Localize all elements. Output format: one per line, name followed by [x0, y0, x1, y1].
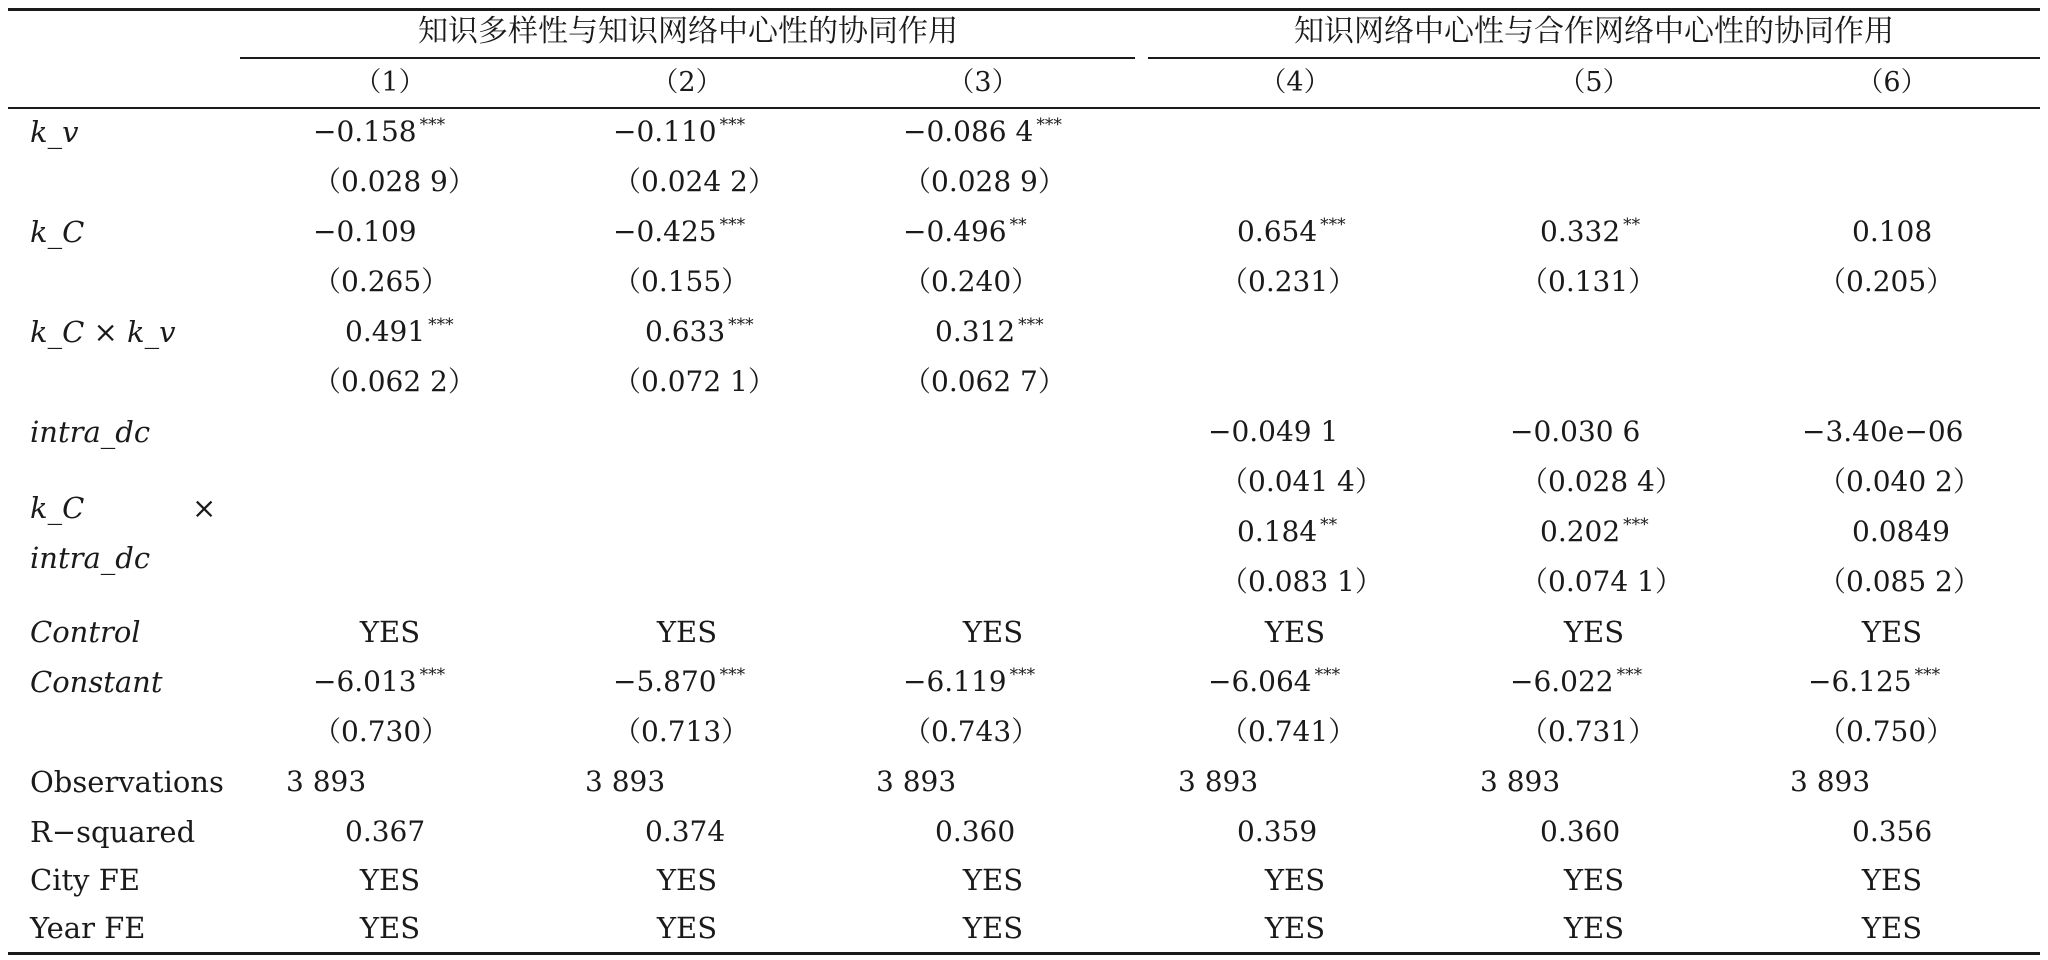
control-5: YES: [1563, 615, 1625, 649]
row-label-r-squared: R−squared: [30, 815, 196, 849]
constant-coef-5: −6.022 ***: [1510, 665, 1643, 698]
row-label-control: Control: [30, 615, 141, 649]
control-3: YES: [962, 615, 1024, 649]
se-kcintradc-4: （0.083 1）: [1220, 565, 1383, 598]
city-fe-5: YES: [1563, 863, 1625, 897]
coef-kc-2: −0.425 ***: [613, 215, 746, 248]
coef-kc-6: 0.108: [1852, 215, 1933, 248]
observations-3: 3 893: [876, 765, 957, 798]
coef-kckv-3: 0.312 ***: [935, 315, 1044, 348]
row-label-constant: Constant: [30, 665, 163, 699]
row-label-kc-times-kv: k_C × k_v: [30, 315, 176, 349]
r-squared-6: 0.356: [1852, 815, 1933, 848]
coef-kc-5: 0.332 **: [1540, 215, 1641, 248]
control-2: YES: [656, 615, 718, 649]
group2-underline: [1148, 57, 2040, 59]
row-label-city-fe: City FE: [30, 863, 141, 897]
observations-6: 3 893: [1790, 765, 1871, 798]
coef-intradc-5: −0.030 6: [1510, 415, 1641, 448]
row-label-kc-intradc-times: ×: [192, 491, 217, 525]
row-label-intra-dc: intra_dc: [30, 415, 151, 449]
bottom-rule: [8, 952, 2040, 955]
coef-kc-1: −0.109: [313, 215, 417, 248]
se-kv-3: （0.028 9）: [903, 165, 1066, 198]
se-kv-1: （0.028 9）: [313, 165, 476, 198]
group-header-2: 知识网络中心性与合作网络中心性的协同作用: [1294, 14, 1894, 49]
constant-se-5: （0.731）: [1520, 715, 1657, 748]
observations-4: 3 893: [1178, 765, 1259, 798]
constant-se-2: （0.713）: [613, 715, 750, 748]
control-4: YES: [1264, 615, 1326, 649]
column-number-2: （2）: [651, 67, 723, 98]
constant-coef-1: −6.013 ***: [313, 665, 446, 698]
group-header-1: 知识多样性与知识网络中心性的协同作用: [418, 14, 958, 49]
r-squared-1: 0.367: [345, 815, 426, 848]
city-fe-4: YES: [1264, 863, 1326, 897]
observations-5: 3 893: [1480, 765, 1561, 798]
row-label-year-fe: Year FE: [30, 911, 146, 945]
row-label-k-c: k_C: [30, 215, 85, 249]
column-number-5: （5）: [1558, 67, 1630, 98]
se-kcintradc-6: （0.085 2）: [1818, 565, 1981, 598]
control-1: YES: [359, 615, 421, 649]
constant-se-4: （0.741）: [1220, 715, 1357, 748]
se-kc-3: （0.240）: [903, 265, 1040, 298]
se-kckv-1: （0.062 2）: [313, 365, 476, 398]
column-number-3: （3）: [947, 67, 1019, 98]
year-fe-6: YES: [1861, 911, 1923, 945]
constant-se-6: （0.750）: [1818, 715, 1955, 748]
top-rule: [8, 8, 2040, 11]
row-label-observations: Observations: [30, 765, 224, 799]
se-kc-2: （0.155）: [613, 265, 750, 298]
se-intradc-5: （0.028 4）: [1520, 465, 1683, 498]
se-kckv-3: （0.062 7）: [903, 365, 1066, 398]
year-fe-1: YES: [359, 911, 421, 945]
coef-kcintradc-5: 0.202 ***: [1540, 515, 1649, 548]
control-6: YES: [1861, 615, 1923, 649]
r-squared-3: 0.360: [935, 815, 1016, 848]
constant-se-3: （0.743）: [903, 715, 1040, 748]
se-kcintradc-5: （0.074 1）: [1520, 565, 1683, 598]
year-fe-2: YES: [656, 911, 718, 945]
coef-kcintradc-4: 0.184 **: [1237, 515, 1338, 548]
year-fe-3: YES: [962, 911, 1024, 945]
coef-kv-2: −0.110 ***: [613, 115, 746, 148]
coef-kv-1: −0.158 ***: [313, 115, 446, 148]
se-kv-2: （0.024 2）: [613, 165, 776, 198]
observations-1: 3 893: [286, 765, 367, 798]
header-bottom-rule: [8, 107, 2040, 109]
coef-kc-4: 0.654 ***: [1237, 215, 1346, 248]
row-label-k-v: k_v: [30, 115, 79, 149]
constant-coef-6: −6.125 ***: [1808, 665, 1941, 698]
city-fe-1: YES: [359, 863, 421, 897]
row-label-kc-intradc-line1: k_C: [30, 491, 85, 525]
coef-kv-3: −0.086 4 ***: [903, 115, 1062, 148]
se-kc-6: （0.205）: [1818, 265, 1955, 298]
se-intradc-6: （0.040 2）: [1818, 465, 1981, 498]
column-number-6: （6）: [1856, 67, 1928, 98]
coef-kckv-2: 0.633 ***: [645, 315, 754, 348]
constant-se-1: （0.730）: [313, 715, 450, 748]
group1-underline: [240, 57, 1135, 59]
city-fe-3: YES: [962, 863, 1024, 897]
coef-kcintradc-6: 0.0849: [1852, 515, 1950, 548]
row-label-kc-intradc-line2: intra_dc: [30, 541, 151, 575]
constant-coef-4: −6.064 ***: [1208, 665, 1341, 698]
r-squared-5: 0.360: [1540, 815, 1621, 848]
city-fe-2: YES: [656, 863, 718, 897]
observations-2: 3 893: [585, 765, 666, 798]
coef-intradc-6: −3.40e−06: [1802, 415, 1964, 448]
se-kckv-2: （0.072 1）: [613, 365, 776, 398]
column-number-1: （1）: [354, 67, 426, 98]
coef-kc-3: −0.496 **: [903, 215, 1027, 248]
r-squared-2: 0.374: [645, 815, 726, 848]
year-fe-4: YES: [1264, 911, 1326, 945]
coef-intradc-4: −0.049 1: [1208, 415, 1339, 448]
coef-kckv-1: 0.491 ***: [345, 315, 454, 348]
city-fe-6: YES: [1861, 863, 1923, 897]
r-squared-4: 0.359: [1237, 815, 1318, 848]
se-kc-1: （0.265）: [313, 265, 450, 298]
se-kc-5: （0.131）: [1520, 265, 1657, 298]
constant-coef-3: −6.119 ***: [903, 665, 1036, 698]
year-fe-5: YES: [1563, 911, 1625, 945]
column-number-4: （4）: [1259, 67, 1331, 98]
constant-coef-2: −5.870 ***: [613, 665, 746, 698]
se-kc-4: （0.231）: [1220, 265, 1357, 298]
se-intradc-4: （0.041 4）: [1220, 465, 1383, 498]
